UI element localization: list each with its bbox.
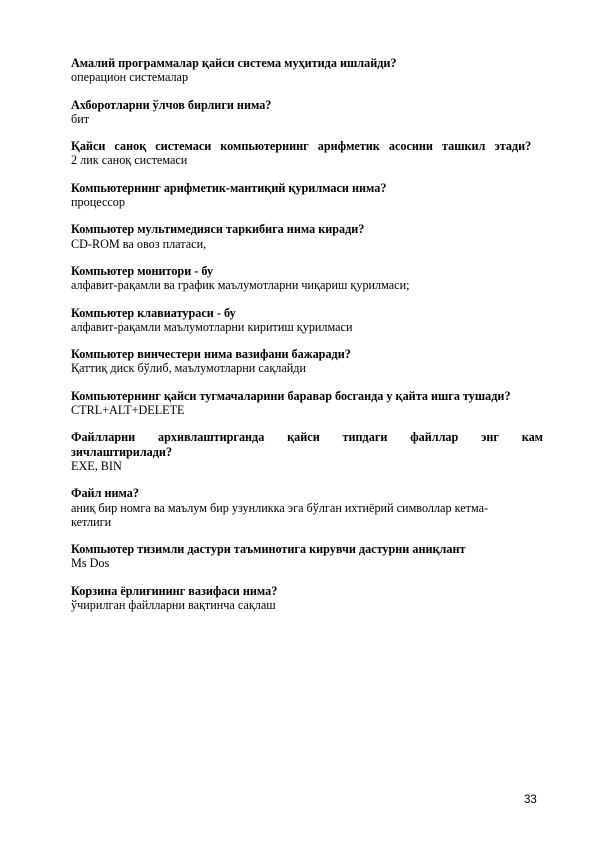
question: Компьютер монитори - бу [71, 263, 214, 278]
qa-item [71, 56, 543, 85]
qa-item [71, 264, 543, 293]
answer: процессор [71, 195, 125, 210]
qa-item [71, 389, 543, 418]
answer: алфавит-рақамли маълумотларни киритиш қурилмаси [71, 319, 353, 334]
qa-item [71, 486, 543, 529]
answer: операцион системалар [71, 70, 189, 85]
answer: EXE, BIN [71, 458, 122, 473]
question: Компьютернинг арифметик-мантиқий қурилмаси нима? [71, 180, 387, 195]
question: Қайси саноқ системаси компьютернинг арифметик асосини ташкил этади? [71, 139, 532, 154]
qa-item [71, 430, 543, 473]
question: Корзина ёрлиғининг вазифаси нима? [71, 583, 278, 598]
answer: ўчирилган файлларни вақтинча сақлаш [71, 598, 276, 613]
answer: 2 лик саноқ системаси [71, 153, 188, 168]
answer: алфавит-рақамли ва график маълумотларни чиқариш қурилмаси; [71, 278, 410, 293]
question: Файл нима? [71, 486, 139, 501]
qa-item [71, 347, 543, 376]
answer: CD-ROM ва овоз платаси, [71, 236, 207, 251]
answer: Ms Dos [71, 556, 110, 571]
document-body [71, 56, 543, 625]
qa-item [71, 222, 543, 251]
qa-item [71, 542, 543, 571]
question: Ахборотларни ўлчов бирлиги нима? [71, 97, 272, 112]
answer: CTRL+ALT+DELETE [71, 403, 185, 418]
question: Компьютернинг қайси тугмачаларини баравар босганда у қайта ишга тушади? [71, 388, 511, 403]
qa-item [71, 306, 543, 335]
question: Компьютер винчестери нима вазифани бажаради? [71, 347, 351, 362]
qa-item [71, 584, 543, 613]
answer: Қаттиқ диск бўлиб, маълумотларни сақлайди [71, 361, 306, 376]
qa-item [71, 181, 543, 210]
question: Компьютер тизимли дастури таъминотига кирувчи дастурни аниқлант [71, 542, 466, 557]
question: Файлларни архивлаштирганда қайси типдаги файллар энг кам зичлаштирилади? [71, 430, 543, 459]
answer: бит [71, 111, 90, 126]
qa-item [71, 139, 543, 168]
question: Компьютер мультимедияси таркибига нима киради? [71, 222, 365, 237]
question: Амалий программалар қайси система муҳитида ишлайди? [71, 56, 397, 70]
answer: аниқ бир номга ва маълум бир узунликка эга бўлган ихтиёрий символлар кетма-кетлиги [71, 500, 489, 529]
page-number: 33 [524, 794, 537, 806]
question: Компьютер клавиатураси - бу [71, 305, 236, 320]
qa-item [71, 98, 543, 127]
